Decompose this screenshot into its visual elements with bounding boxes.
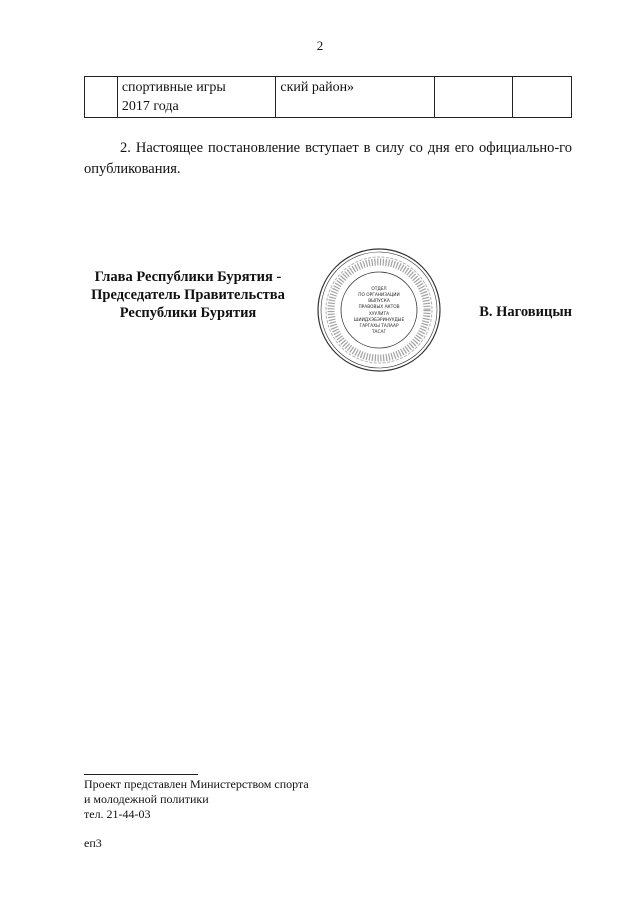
continuation-table [84,76,572,118]
official-seal [316,247,442,373]
table-cell [85,77,118,118]
table-cell: ский район» [276,77,434,118]
seal-line: ПО ОРГАНИЗАЦИИ [358,293,400,298]
document-code: еп3 [84,836,102,850]
seal-line: ШИИДХЭБЭРИНУУДЫЕ [353,318,405,323]
footnote [84,777,309,822]
footnote-divider [84,774,198,775]
seal-line: ВЫПУСКА [368,299,390,304]
table-cell [434,77,513,118]
table-cell: спортивные игры 2017 года [117,77,276,118]
signatory-name: В. Наговицын [479,304,572,320]
seal-line: ХУУЛИТА [368,312,390,317]
seal-line: ГАРГАХЫ ТАЛААР [359,324,399,329]
table-cell [513,77,572,118]
signatory-title-line: Глава Республики Бурятия - [94,269,282,285]
resolution-paragraph: 2. Настоящее постановление вступает в силу со дня его официально-го опубликования. [84,140,572,177]
seal-line: ТАСАГ [371,330,387,335]
footnote-line: Проект представлен Министерством спорта [84,777,309,791]
page-number: 2 [316,38,324,53]
seal-line: ОТДЕЛ [371,287,387,292]
footnote-line: тел. 21-44-03 [84,807,151,821]
table-row [85,77,572,118]
signatory-title-line: Республики Бурятия [119,305,257,321]
signatory-title-line: Председатель Правительства [91,287,285,303]
seal-line: ПРАВОВЫХ АКТОВ [358,305,400,310]
footnote-line: и молодежной политики [84,792,209,806]
signatory-title [74,268,302,322]
